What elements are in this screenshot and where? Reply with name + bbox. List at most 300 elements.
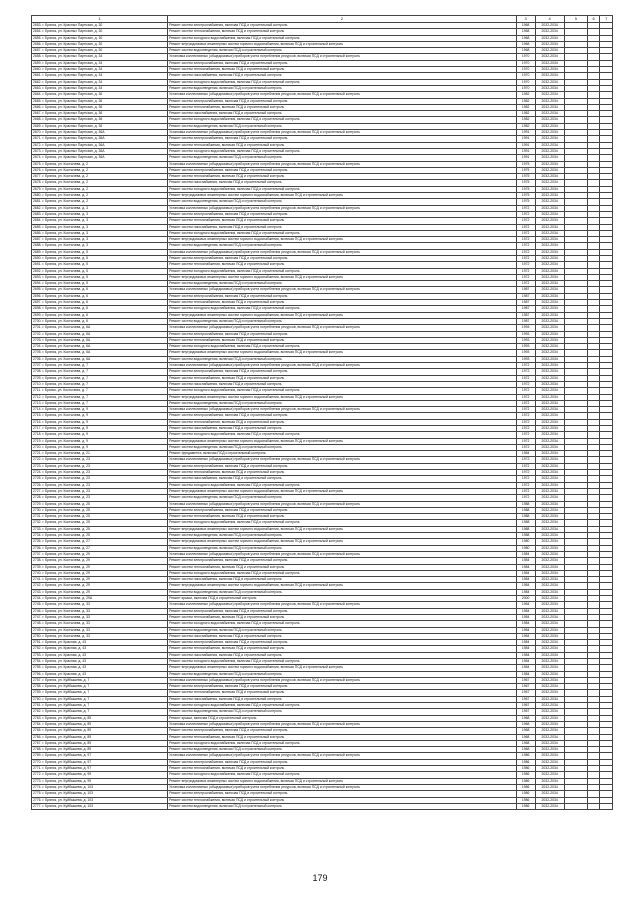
- address-cell: 2735. г. Брянск, ул. Костычева, д. 27: [32, 539, 168, 545]
- repair-period-cell: 2032-2034: [535, 728, 564, 734]
- work-type-cell: Ремонт систем теплоснабжения, включая ПСД и строительный контроль: [168, 218, 517, 224]
- address-cell: 2731. г. Брянск, ул. Костычева, д. 25: [32, 514, 168, 520]
- row-number: 2681: [33, 199, 41, 204]
- address-text: г. Брянск, ул. Костычева, д. 9: [42, 444, 88, 449]
- work-type-cell: Ремонт систем электроснабжения, включая ПСД и строительный контроль: [168, 791, 517, 797]
- row-number: 2716: [33, 419, 41, 424]
- row-number: 2694: [33, 281, 41, 286]
- work-type-cell: Ремонт систем холодного водоснабжения, включая ПСД и строительный контроль: [168, 186, 517, 192]
- row-number: 2687: [33, 237, 41, 242]
- build-year-cell: 1972: [516, 243, 535, 249]
- repair-period-cell: 2032-2034: [535, 249, 564, 255]
- row-number: 2665: [33, 98, 41, 103]
- address-cell: 2742. г. Брянск, ул. Костычева, д. 29: [32, 583, 168, 589]
- address-cell: 2678. г. Брянск, ул. Костычева, д. 2: [32, 180, 168, 186]
- work-type-cell: Ремонт систем холодного водоснабжения, включая ПСД и строительный контроль: [168, 79, 517, 85]
- work-type-cell: Установка коллективных (общедомовых) приборов учета потребления ресурсов, включая ПСД и строительный контроль: [168, 325, 517, 331]
- work-type-cell: Установка коллективных (общедомовых) приборов учета потребления ресурсов, включая ПСД и строительный контроль: [168, 54, 517, 60]
- build-year-cell: 1991: [516, 130, 535, 136]
- row-number: 2744: [33, 596, 41, 601]
- build-year-cell: 1993: [516, 356, 535, 362]
- work-type-cell: Ремонт систем газоснабжения, включая ПСД и строительный контроль: [168, 224, 517, 230]
- address-text: г. Брянск, ул. Куйбышева, д. 89: [42, 734, 92, 739]
- address-cell: 2743. г. Брянск, ул. Костычева, д. 29: [32, 589, 168, 595]
- row-number: 2668: [33, 117, 41, 122]
- row-number: 2775: [33, 791, 41, 796]
- address-text: г. Брянск, ул. Костычева, д. 29: [42, 589, 90, 594]
- address-text: г. Брянск, ул. Костычева, д. 7: [42, 388, 88, 393]
- row-number: 2736: [33, 545, 41, 550]
- address-cell: 2697. г. Брянск, ул. Костычева, д. 6: [32, 300, 168, 306]
- row-number: 2659: [33, 60, 41, 65]
- address-text: г. Брянск, ул. Куйбышева, д. 7: [42, 696, 90, 701]
- build-year-cell: 1970: [516, 79, 535, 85]
- address-cell: 2718. г. Брянск, ул. Костычева, д. 9: [32, 432, 168, 438]
- build-year-cell: 1986: [516, 772, 535, 778]
- address-cell: 2761. г. Брянск, ул. Куйбышева, д. 7: [32, 703, 168, 709]
- repair-period-cell: 2032-2034: [535, 551, 564, 557]
- repair-period-cell: 2032-2034: [535, 614, 564, 620]
- build-year-cell: 1972: [516, 205, 535, 211]
- build-year-cell: 1975: [516, 167, 535, 173]
- address-text: г. Брянск, ул. Костычева, д. 6: [42, 287, 88, 292]
- row-number: 2757: [33, 677, 41, 682]
- row-number: 2696: [33, 293, 41, 298]
- address-text: г. Брянск, ул. Костычева, д. 29: [42, 577, 90, 582]
- repair-period-cell: 2032-2034: [535, 753, 564, 759]
- repair-period-cell: 2032-2034: [535, 400, 564, 406]
- work-type-cell: Ремонт внутридомовых инженерных систем горячего водоснабжения, включая ПСД и строительный контроль: [168, 193, 517, 199]
- row-number: 2746: [33, 608, 41, 613]
- repair-period-cell: 2032-2034: [535, 281, 564, 287]
- row-number: 2656: [33, 41, 41, 46]
- address-text: г. Брянск, ул. Костычева, д. 6: [42, 300, 88, 305]
- work-type-cell: Ремонт систем водоотведения, включая ПСД и строительный контроль: [168, 199, 517, 205]
- build-year-cell: 1986: [516, 784, 535, 790]
- address-text: г. Брянск, ул. Костычева, д. 23: [42, 476, 90, 481]
- empty-cell: [600, 803, 613, 809]
- address-cell: 2756. г. Брянск, ул. Красная, д. 43: [32, 671, 168, 677]
- address-text: г. Брянск, ул. Костычева, д. 21: [42, 451, 90, 456]
- work-type-cell: Ремонт систем водоотведения, включая ПСД и строительный контроль: [168, 709, 517, 715]
- address-text: г. Брянск, ул. Куйбышева, д. 85: [42, 715, 92, 720]
- repair-period-cell: 2032-2034: [535, 35, 564, 41]
- repair-period-cell: 2032-2034: [535, 148, 564, 154]
- address-cell: 2664. г. Брянск, ул. Красных Партизан, д. 36: [32, 92, 168, 98]
- repair-period-cell: 2032-2034: [535, 29, 564, 35]
- repair-period-cell: 2032-2034: [535, 608, 564, 614]
- row-number: 2750: [33, 633, 41, 638]
- repair-period-cell: 2032-2034: [535, 778, 564, 784]
- repair-period-cell: 2032-2034: [535, 444, 564, 450]
- work-type-cell: Ремонт систем теплоснабжения, включая ПСД и строительный контроль: [168, 514, 517, 520]
- row-number: 2674: [33, 155, 41, 160]
- address-text: г. Брянск, ул. Костычева, д. 27: [42, 545, 90, 550]
- repair-period-cell: 2032-2034: [535, 98, 564, 104]
- repair-period-cell: 2032-2034: [535, 583, 564, 589]
- repair-period-cell: 2032-2034: [535, 740, 564, 746]
- repair-period-cell: 2032-2034: [535, 419, 564, 425]
- address-cell: 2740. г. Брянск, ул. Костычева, д. 29: [32, 570, 168, 576]
- work-type-cell: Ремонт систем водоотведения, включая ПСД и строительный контроль: [168, 627, 517, 633]
- build-year-cell: 1988: [516, 507, 535, 513]
- build-year-cell: 1968: [516, 728, 535, 734]
- row-number: 2739: [33, 564, 41, 569]
- address-text: г. Брянск, ул. Костычева, д. 33: [42, 633, 90, 638]
- work-type-cell: Ремонт систем электроснабжения, включая ПСД и строительный контроль: [168, 255, 517, 261]
- repair-period-cell: 2032-2034: [535, 174, 564, 180]
- address-text: г. Брянск, ул. Костычева, д. 33: [42, 627, 90, 632]
- work-type-cell: Ремонт внутридомовых инженерных систем горячего водоснабжения, включая ПСД и строительный контроль: [168, 237, 517, 243]
- work-type-cell: Ремонт систем теплоснабжения, включая ПСД и строительный контроль: [168, 67, 517, 73]
- address-text: г. Брянск, ул. Красных Партизан, д. 30: [42, 29, 103, 34]
- build-year-cell: 1972: [516, 426, 535, 432]
- address-text: г. Брянск, ул. Костычева, д. 2: [42, 161, 88, 166]
- build-year-cell: 1972: [516, 218, 535, 224]
- build-year-cell: 1972: [516, 476, 535, 482]
- address-cell: 2752. г. Брянск, ул. Красная, д. 43: [32, 646, 168, 652]
- repair-period-cell: 2032-2034: [535, 520, 564, 526]
- work-type-cell: Установка коллективных (общедомовых) приборов учета потребления ресурсов, включая ПСД и строительный контроль: [168, 363, 517, 369]
- address-text: г. Брянск, ул. Костычева, д. 29: [42, 551, 90, 556]
- row-number: 2753: [33, 652, 41, 657]
- work-type-cell: Ремонт систем электроснабжения, включая ПСД и строительный контроль: [168, 167, 517, 173]
- address-text: г. Брянск, ул. Костычева, д. 25: [42, 514, 90, 519]
- work-type-cell: Установка коллективных (общедомовых) приборов учета потребления ресурсов, включая ПСД и строительный контроль: [168, 784, 517, 790]
- row-number: 2759: [33, 690, 41, 695]
- row-number: 2699: [33, 312, 41, 317]
- address-text: г. Брянск, ул. Костычева, д. 3: [42, 205, 88, 210]
- repair-period-cell: 2032-2034: [535, 142, 564, 148]
- work-type-cell: Установка коллективных (общедомовых) приборов учета потребления ресурсов, включая ПСД и строительный контроль: [168, 161, 517, 167]
- address-cell: 2723. г. Брянск, ул. Костычева, д. 23: [32, 463, 168, 469]
- work-type-cell: Ремонт систем теплоснабжения, включая ПСД и строительный контроль: [168, 564, 517, 570]
- address-text: г. Брянск, ул. Костычева, д. 33: [42, 621, 90, 626]
- repair-period-cell: 2032-2034: [535, 457, 564, 463]
- build-year-cell: 1984: [516, 583, 535, 589]
- build-year-cell: 1993: [516, 325, 535, 331]
- build-year-cell: 1984: [516, 671, 535, 677]
- address-text: г. Брянск, ул. Костычева, д. 5: [42, 255, 88, 260]
- address-cell: 2724. г. Брянск, ул. Костычева, д. 23: [32, 470, 168, 476]
- build-year-cell: 1986: [516, 766, 535, 772]
- address-cell: 2673. г. Брянск, ул. Красных Партизан, д. 36А: [32, 148, 168, 154]
- work-type-cell: Ремонт систем электроснабжения, включая ПСД и строительный контроль: [168, 684, 517, 690]
- build-year-cell: 2000: [516, 596, 535, 602]
- row-number: 2666: [33, 104, 41, 109]
- address-cell: 2653. г. Брянск, ул. Красных Партизан, д. 30: [32, 23, 168, 29]
- build-year-cell: 1984: [516, 451, 535, 457]
- address-cell: 2692. г. Брянск, ул. Костычева, д. 5: [32, 268, 168, 274]
- repair-period-cell: 2032-2034: [535, 803, 564, 809]
- address-text: г. Брянск, ул. Костычева, д. 3: [42, 211, 88, 216]
- build-year-cell: 1972: [516, 470, 535, 476]
- work-type-cell: Ремонт систем электроснабжения, включая ПСД и строительный контроль: [168, 23, 517, 29]
- build-year-cell: 1970: [516, 67, 535, 73]
- repair-period-cell: 2032-2034: [535, 426, 564, 432]
- row-number: 2723: [33, 463, 41, 468]
- work-type-cell: Ремонт систем водоотведения, включая ПСД и строительный контроль: [168, 589, 517, 595]
- address-text: г. Брянск, ул. Костычева, д. 9: [42, 413, 88, 418]
- row-number: 2683: [33, 211, 41, 216]
- work-type-cell: Ремонт внутридомовых инженерных систем горячего водоснабжения, включая ПСД и строительный контроль: [168, 41, 517, 47]
- work-type-cell: Ремонт систем теплоснабжения, включая ПСД и строительный контроль: [168, 646, 517, 652]
- work-type-cell: Установка коллективных (общедомовых) приборов учета потребления ресурсов, включая ПСД и строительный контроль: [168, 753, 517, 759]
- address-cell: 2770. г. Брянск, ул. Куйбышева, д. 97: [32, 759, 168, 765]
- address-cell: 2690. г. Брянск, ул. Костычева, д. 5: [32, 255, 168, 261]
- work-type-cell: Ремонт систем газоснабжения, включая ПСД и строительный контроль: [168, 111, 517, 117]
- repair-period-cell: 2032-2034: [535, 363, 564, 369]
- address-cell: 2659. г. Брянск, ул. Красных Партизан, д. 34: [32, 60, 168, 66]
- repair-period-cell: 2032-2034: [535, 92, 564, 98]
- repair-period-cell: 2032-2034: [535, 709, 564, 715]
- build-year-cell: 1987: [516, 306, 535, 312]
- work-type-cell: Ремонт систем холодного водоснабжения, включая ПСД и строительный контроль: [168, 306, 517, 312]
- build-year-cell: 1975: [516, 161, 535, 167]
- row-number: 2733: [33, 526, 41, 531]
- work-type-cell: Ремонт внутридомовых инженерных систем горячего водоснабжения, включая ПСД и строительный контроль: [168, 274, 517, 280]
- row-number: 2712: [33, 394, 41, 399]
- address-cell: 2693. г. Брянск, ул. Костычева, д. 5: [32, 274, 168, 280]
- row-number: 2673: [33, 148, 41, 153]
- work-type-cell: Ремонт систем холодного водоснабжения, включая ПСД и строительный контроль: [168, 740, 517, 746]
- address-cell: 2654. г. Брянск, ул. Красных Партизан, д. 30: [32, 29, 168, 35]
- address-cell: 2730. г. Брянск, ул. Костычева, д. 25: [32, 507, 168, 513]
- build-year-cell: 1970: [516, 73, 535, 79]
- column-header: 7: [600, 16, 613, 23]
- repair-period-cell: 2032-2034: [535, 73, 564, 79]
- row-number: 2754: [33, 658, 41, 663]
- repair-period-cell: 2032-2034: [535, 193, 564, 199]
- address-text: г. Брянск, ул. Костычева, д. 6А: [42, 325, 91, 330]
- address-cell: 2677. г. Брянск, ул. Костычева, д. 2: [32, 174, 168, 180]
- repair-period-cell: 2032-2034: [535, 331, 564, 337]
- work-type-cell: Ремонт систем водоотведения, включая ПСД и строительный контроль: [168, 318, 517, 324]
- address-text: г. Брянск, ул. Красных Партизан, д. 30: [42, 35, 103, 40]
- address-text: г. Брянск, ул. Костычева, д. 7: [42, 363, 88, 368]
- repair-period-cell: 2032-2034: [535, 199, 564, 205]
- address-cell: 2763. г. Брянск, ул. Куйбышева, д. 85: [32, 715, 168, 721]
- repair-period-cell: 2032-2034: [535, 432, 564, 438]
- row-number: 2661: [33, 73, 41, 78]
- address-cell: 2657. г. Брянск, ул. Красных Партизан, д. 30: [32, 48, 168, 54]
- repair-period-cell: 2032-2034: [535, 337, 564, 343]
- address-text: г. Брянск, ул. Костычева, д. 23: [42, 482, 90, 487]
- repair-period-cell: 2032-2034: [535, 652, 564, 658]
- build-year-cell: 1968: [516, 734, 535, 740]
- repair-period-cell: 2032-2034: [535, 85, 564, 91]
- build-year-cell: 1972: [516, 394, 535, 400]
- build-year-cell: 1972: [516, 457, 535, 463]
- repair-period-cell: 2032-2034: [535, 784, 564, 790]
- address-cell: 2774. г. Брянск, ул. Куйбышева, д. 103: [32, 784, 168, 790]
- build-year-cell: 1972: [516, 230, 535, 236]
- build-year-cell: 1991: [516, 142, 535, 148]
- repair-period-cell: 2032-2034: [535, 703, 564, 709]
- repair-period-cell: 2032-2034: [535, 117, 564, 123]
- build-year-cell: 1975: [516, 174, 535, 180]
- address-cell: 2745. г. Брянск, ул. Костычева, д. 33: [32, 602, 168, 608]
- work-type-cell: Ремонт систем теплоснабжения, включая ПСД и строительный контроль: [168, 375, 517, 381]
- work-type-cell: Ремонт систем электроснабжения, включая ПСД и строительный контроль: [168, 60, 517, 66]
- work-type-cell: Ремонт систем газоснабжения, включая ПСД и строительный контроль: [168, 577, 517, 583]
- row-number: 2751: [33, 640, 41, 645]
- row-number: 2679: [33, 186, 41, 191]
- address-cell: 2709. г. Брянск, ул. Костычева, д. 7: [32, 375, 168, 381]
- repair-period-cell: 2032-2034: [535, 791, 564, 797]
- build-year-cell: 1967: [516, 690, 535, 696]
- build-year-cell: 1987: [516, 293, 535, 299]
- work-type-cell: Ремонт внутридомовых инженерных систем горячего водоснабжения, включая ПСД и строительный контроль: [168, 488, 517, 494]
- address-cell: 2777. г. Брянск, ул. Куйбышева, д. 103: [32, 803, 168, 809]
- address-text: г. Брянск, ул. Куйбышева, д. 97: [42, 753, 92, 758]
- repair-period-cell: 2032-2034: [535, 79, 564, 85]
- build-year-cell: 1975: [516, 193, 535, 199]
- build-year-cell: 1968: [516, 715, 535, 721]
- row-number: 2676: [33, 167, 41, 172]
- repair-period-cell: 2032-2034: [535, 312, 564, 318]
- repair-period-cell: 2032-2034: [535, 558, 564, 564]
- repair-period-cell: 2032-2034: [535, 621, 564, 627]
- address-cell: 2698. г. Брянск, ул. Костычева, д. 6: [32, 306, 168, 312]
- address-cell: 2687. г. Брянск, ул. Костычева, д. 3: [32, 237, 168, 243]
- work-type-cell: Ремонт систем холодного водоснабжения, включая ПСД и строительный контроль: [168, 520, 517, 526]
- build-year-cell: 1986: [516, 759, 535, 765]
- address-text: г. Брянск, ул. Костычева, д. 2: [42, 193, 88, 198]
- row-number: 2701: [33, 325, 41, 330]
- address-text: г. Брянск, ул. Красных Партизан, д. 36: [42, 92, 103, 97]
- build-year-cell: 1984: [516, 570, 535, 576]
- empty-cell: [587, 803, 600, 809]
- work-type-cell: Ремонт систем холодного водоснабжения, включая ПСД и строительный контроль: [168, 703, 517, 709]
- work-type-cell: Ремонт систем электроснабжения, включая ПСД и строительный контроль: [168, 293, 517, 299]
- row-number: 2654: [33, 29, 41, 34]
- address-text: г. Брянск, ул. Красных Партизан, д. 30: [42, 23, 103, 27]
- address-cell: 2680. г. Брянск, ул. Костычева, д. 2: [32, 193, 168, 199]
- build-year-cell: 1975: [516, 186, 535, 192]
- row-number: 2727: [33, 488, 41, 493]
- address-text: г. Брянск, ул. Костычева, д. 2: [42, 186, 88, 191]
- repair-period-cell: 2032-2034: [535, 350, 564, 356]
- repair-period-cell: 2032-2034: [535, 715, 564, 721]
- address-text: г. Брянск, ул. Костычева, д. 3: [42, 243, 88, 248]
- address-cell: 2748. г. Брянск, ул. Костычева, д. 33: [32, 621, 168, 627]
- repair-period-cell: 2032-2034: [535, 646, 564, 652]
- repair-period-cell: 2032-2034: [535, 375, 564, 381]
- repair-period-cell: 2032-2034: [535, 470, 564, 476]
- repair-period-cell: 2032-2034: [535, 237, 564, 243]
- work-type-cell: Ремонт систем водоотведения, включая ПСД и строительный контроль: [168, 243, 517, 249]
- address-text: г. Брянск, ул. Куйбышева, д. 99: [42, 778, 92, 783]
- column-header: 3: [516, 16, 535, 23]
- build-year-cell: 1984: [516, 652, 535, 658]
- work-type-cell: Установка коллективных (общедомовых) приборов учета потребления ресурсов, включая ПСД и строительный контроль: [168, 457, 517, 463]
- work-type-cell: Ремонт крыши, включая ПСД и строительный контроль: [168, 715, 517, 721]
- address-cell: 2768. г. Брянск, ул. Куйбышева, д. 89: [32, 747, 168, 753]
- build-year-cell: 1972: [516, 363, 535, 369]
- work-type-cell: Ремонт внутридомовых инженерных систем горячего водоснабжения, включая ПСД и строительный контроль: [168, 526, 517, 532]
- work-type-cell: Ремонт систем теплоснабжения, включая ПСД и строительный контроль: [168, 104, 517, 110]
- work-type-cell: Ремонт систем теплоснабжения, включая ПСД и строительный контроль: [168, 300, 517, 306]
- build-year-cell: 1984: [516, 658, 535, 664]
- row-number: 2742: [33, 583, 41, 588]
- table-row: [32, 803, 613, 809]
- address-text: г. Брянск, ул. Красных Партизан, д. 34: [42, 73, 103, 78]
- address-cell: 2691. г. Брянск, ул. Костычева, д. 5: [32, 262, 168, 268]
- address-cell: 2675. г. Брянск, ул. Костычева, д. 2: [32, 161, 168, 167]
- row-number: 2771: [33, 766, 41, 771]
- row-number: 2714: [33, 407, 41, 412]
- address-text: г. Брянск, ул. Костычева, д. 6: [42, 306, 88, 311]
- row-number: 2731: [33, 514, 41, 519]
- build-year-cell: 1972: [516, 255, 535, 261]
- row-number: 2720: [33, 444, 41, 449]
- repair-period-cell: 2032-2034: [535, 136, 564, 142]
- build-year-cell: 1967: [516, 677, 535, 683]
- address-text: г. Брянск, ул. Костычева, д. 9: [42, 419, 88, 424]
- work-type-cell: Ремонт систем водоотведения, включая ПСД и строительный контроль: [168, 671, 517, 677]
- repair-period-cell: 2032-2034: [535, 48, 564, 54]
- address-cell: 2703. г. Брянск, ул. Костычева, д. 6А: [32, 337, 168, 343]
- build-year-cell: 1968: [516, 29, 535, 35]
- build-year-cell: 1984: [516, 602, 535, 608]
- address-cell: 2696. г. Брянск, ул. Костычева, д. 6: [32, 293, 168, 299]
- address-text: г. Брянск, ул. Костычева, д. 5: [42, 262, 88, 267]
- repair-period-cell: 2032-2034: [535, 155, 564, 161]
- address-text: г. Брянск, ул. Костычева, д. 6А: [42, 337, 91, 342]
- address-text: г. Брянск, ул. Костычева, д. 29: [42, 564, 90, 569]
- row-number: 2749: [33, 627, 41, 632]
- row-number: 2743: [33, 589, 41, 594]
- address-cell: 2686. г. Брянск, ул. Костычева, д. 3: [32, 230, 168, 236]
- row-number: 2718: [33, 432, 41, 437]
- build-year-cell: 1968: [516, 35, 535, 41]
- build-year-cell: 1986: [516, 797, 535, 803]
- work-type-cell: Ремонт систем водоотведения, включая ПСД и строительный контроль: [168, 48, 517, 54]
- row-number: 2672: [33, 142, 41, 147]
- work-type-cell: Ремонт систем теплоснабжения, включая ПСД и строительный контроль: [168, 337, 517, 343]
- address-text: г. Брянск, ул. Костычева, д. 2: [42, 167, 88, 172]
- repair-period-cell: 2032-2034: [535, 205, 564, 211]
- address-text: г. Брянск, ул. Костычева, д. 6А: [42, 331, 91, 336]
- row-number: 2719: [33, 438, 41, 443]
- address-cell: 2688. г. Брянск, ул. Костычева, д. 3: [32, 243, 168, 249]
- row-number: 2758: [33, 684, 41, 689]
- work-type-cell: Ремонт систем холодного водоснабжения, включая ПСД и строительный контроль: [168, 570, 517, 576]
- work-type-cell: Ремонт систем теплоснабжения, включая ПСД и строительный контроль: [168, 262, 517, 268]
- repair-period-cell: 2032-2034: [535, 627, 564, 633]
- work-type-cell: Ремонт внутридомовых инженерных систем горячего водоснабжения, включая ПСД и строительный контроль: [168, 583, 517, 589]
- work-type-cell: Ремонт систем водоотведения, включая ПСД и строительный контроль: [168, 281, 517, 287]
- build-year-cell: 1984: [516, 564, 535, 570]
- repair-period-cell: 2032-2034: [535, 325, 564, 331]
- address-cell: 2719. г. Брянск, ул. Костычева, д. 9: [32, 438, 168, 444]
- row-number: 2657: [33, 48, 41, 53]
- address-cell: 2710. г. Брянск, ул. Костычева, д. 7: [32, 381, 168, 387]
- work-type-cell: Ремонт систем электроснабжения, включая ПСД и строительный контроль: [168, 331, 517, 337]
- row-number: 2670: [33, 130, 41, 135]
- column-header: 1: [32, 16, 168, 23]
- address-text: г. Брянск, ул. Красная, д. 43: [42, 646, 87, 651]
- address-cell: 2772. г. Брянск, ул. Куйбышева, д. 99: [32, 772, 168, 778]
- build-year-cell: 1967: [516, 696, 535, 702]
- work-type-cell: Ремонт систем холодного водоснабжения, включая ПСД и строительный контроль: [168, 432, 517, 438]
- build-year-cell: 1972: [516, 407, 535, 413]
- build-year-cell: 1972: [516, 419, 535, 425]
- work-type-cell: Ремонт систем электроснабжения, включая ПСД и строительный контроль: [168, 558, 517, 564]
- repair-period-cell: 2032-2034: [535, 54, 564, 60]
- address-text: г. Брянск, ул. Костычева, д. 2: [42, 180, 88, 185]
